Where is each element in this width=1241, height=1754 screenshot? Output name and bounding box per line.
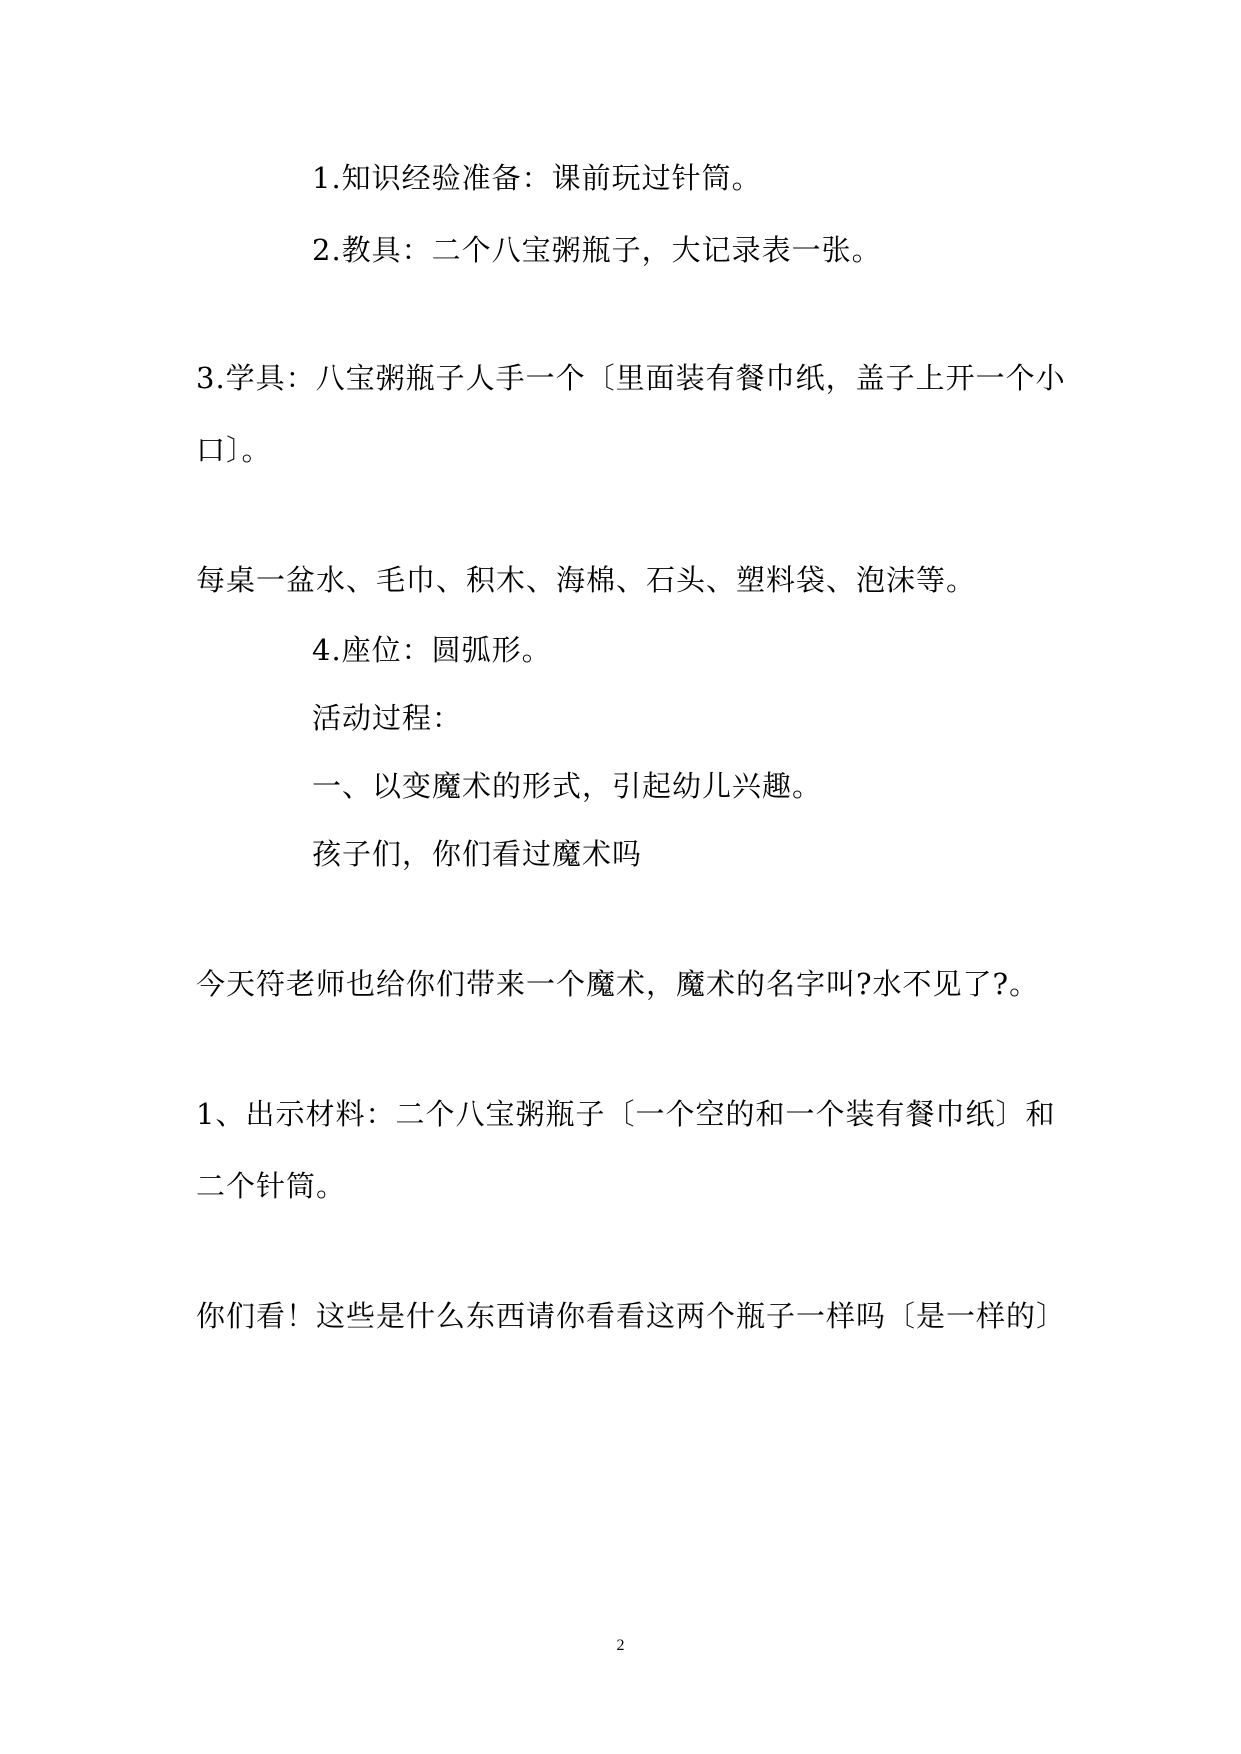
paragraph-look-bottles: 你们看！这些是什么东西请你看看这两个瓶子一样吗〔是一样的〕: [196, 1299, 1067, 1333]
paragraph-table-materials: 每桌一盆水、毛巾、积木、海棉、石头、塑料袋、泡沫等。: [196, 563, 977, 597]
paragraph-teacher-magic: 今天符老师也给你们带来一个魔术，魔术的名字叫?水不见了?。: [196, 967, 1040, 1001]
heading-activity-process: 活动过程：: [312, 701, 463, 735]
paragraph-learning-tools-line1: 3.学具：八宝粥瓶子人手一个〔里面装有餐巾纸，盖子上开一个小: [196, 361, 1066, 395]
paragraph-step-one: 一、以变魔术的形式，引起幼儿兴趣。: [312, 769, 823, 803]
paragraph-teaching-aids: 2.教具：二个八宝粥瓶子，大记录表一张。: [312, 233, 882, 267]
paragraph-show-materials-line1: 1、出示材料：二个八宝粥瓶子〔一个空的和一个装有餐巾纸〕和: [196, 1097, 1056, 1131]
page-number: 2: [616, 1637, 625, 1654]
paragraph-seating: 4.座位：圆弧形。: [312, 633, 552, 667]
paragraph-question-magic: 孩子们，你们看过魔术吗: [312, 837, 643, 871]
paragraph-show-materials-line2: 二个针筒。: [196, 1169, 347, 1203]
paragraph-learning-tools-line2: 口〕。: [196, 433, 272, 467]
paragraph-knowledge-preparation: 1.知识经验准备：课前玩过针筒。: [312, 161, 762, 195]
